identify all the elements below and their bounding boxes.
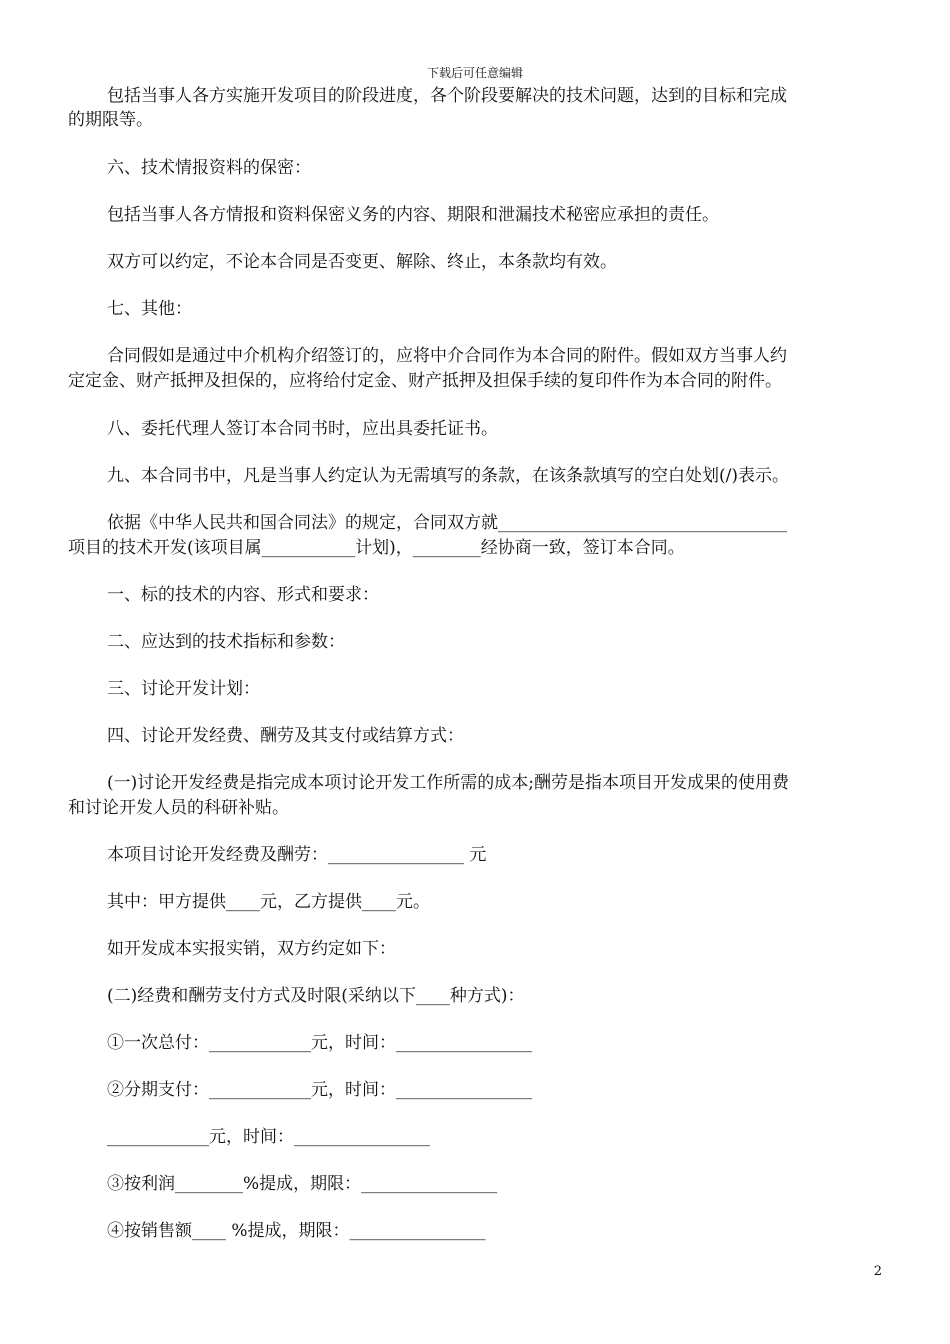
paragraph-line: 定定金、财产抵押及担保的，应将给付定金、财产抵押及担保手续的复印件作为本合同的附件。 bbox=[68, 371, 782, 391]
paragraph-line: 合同假如是通过中介机构介绍签订的，应将中介合同作为本合同的附件。假如双方当事人约 bbox=[107, 346, 787, 366]
fill-in-line: ④按销售额____ %提成，期限：________________ bbox=[107, 1221, 486, 1241]
paragraph-line: 如开发成本实报实销，双方约定如下： bbox=[107, 939, 396, 959]
paragraph-line: (一)讨论开发经费是指完成本项讨论开发工作所需的成本;酬劳是指本项目开发成果的使用费 bbox=[107, 773, 789, 793]
section-heading: 八、委托代理人签订本合同书时，应出具委托证书。 bbox=[107, 419, 498, 439]
section-heading: 一、标的技术的内容、形式和要求： bbox=[107, 585, 379, 605]
paragraph-line: 包括当事人各方情报和资料保密义务的内容、期限和泄漏技术秘密应承担的责任。 bbox=[107, 205, 719, 225]
fill-in-line: ②分期支付：____________元，时间：________________ bbox=[107, 1080, 532, 1100]
fill-in-line: ____________元，时间：________________ bbox=[107, 1127, 430, 1147]
section-heading: 九、本合同书中，凡是当事人约定认为无需填写的条款，在该条款填写的空白处划(/)表示。 bbox=[107, 466, 789, 486]
section-heading: 四、讨论开发经费、酬劳及其支付或结算方式： bbox=[107, 726, 464, 746]
page-number: 2 bbox=[873, 1264, 882, 1279]
section-heading: 三、讨论开发计划： bbox=[107, 679, 260, 699]
fill-in-line: ③按利润________%提成，期限：________________ bbox=[107, 1174, 498, 1194]
paragraph-line: 双方可以约定，不论本合同是否变更、解除、终止，本条款均有效。 bbox=[107, 252, 617, 272]
section-heading: 七、其他： bbox=[107, 299, 192, 319]
paragraph-line: 项目的技术开发(该项目属___________计划)，________经协商一致，签订本合同。 bbox=[68, 538, 685, 558]
fill-in-line: ①一次总付：____________元，时间：________________ bbox=[107, 1033, 532, 1053]
fill-in-line: 其中：甲方提供____元，乙方提供____元。 bbox=[107, 892, 430, 912]
paragraph-line: 的期限等。 bbox=[68, 110, 153, 130]
paragraph-line: 和讨论开发人员的科研补贴。 bbox=[68, 798, 289, 818]
section-heading: 二、应达到的技术指标和参数： bbox=[107, 632, 345, 652]
page-header: 下载后可任意编辑 bbox=[426, 66, 523, 80]
section-heading: 六、技术情报资料的保密： bbox=[107, 158, 311, 178]
fill-in-line: 本项目讨论开发经费及酬劳：________________ 元 bbox=[107, 845, 487, 865]
fill-in-line: (二)经费和酬劳支付方式及时限(采纳以下____种方式)： bbox=[107, 986, 525, 1006]
paragraph-line: 包括当事人各方实施开发项目的阶段进度，各个阶段要解决的技术问题，达到的目标和完成 bbox=[107, 86, 787, 106]
paragraph-line: 依据《中华人民共和国合同法》的规定，合同双方就__________________________________ bbox=[107, 513, 787, 533]
